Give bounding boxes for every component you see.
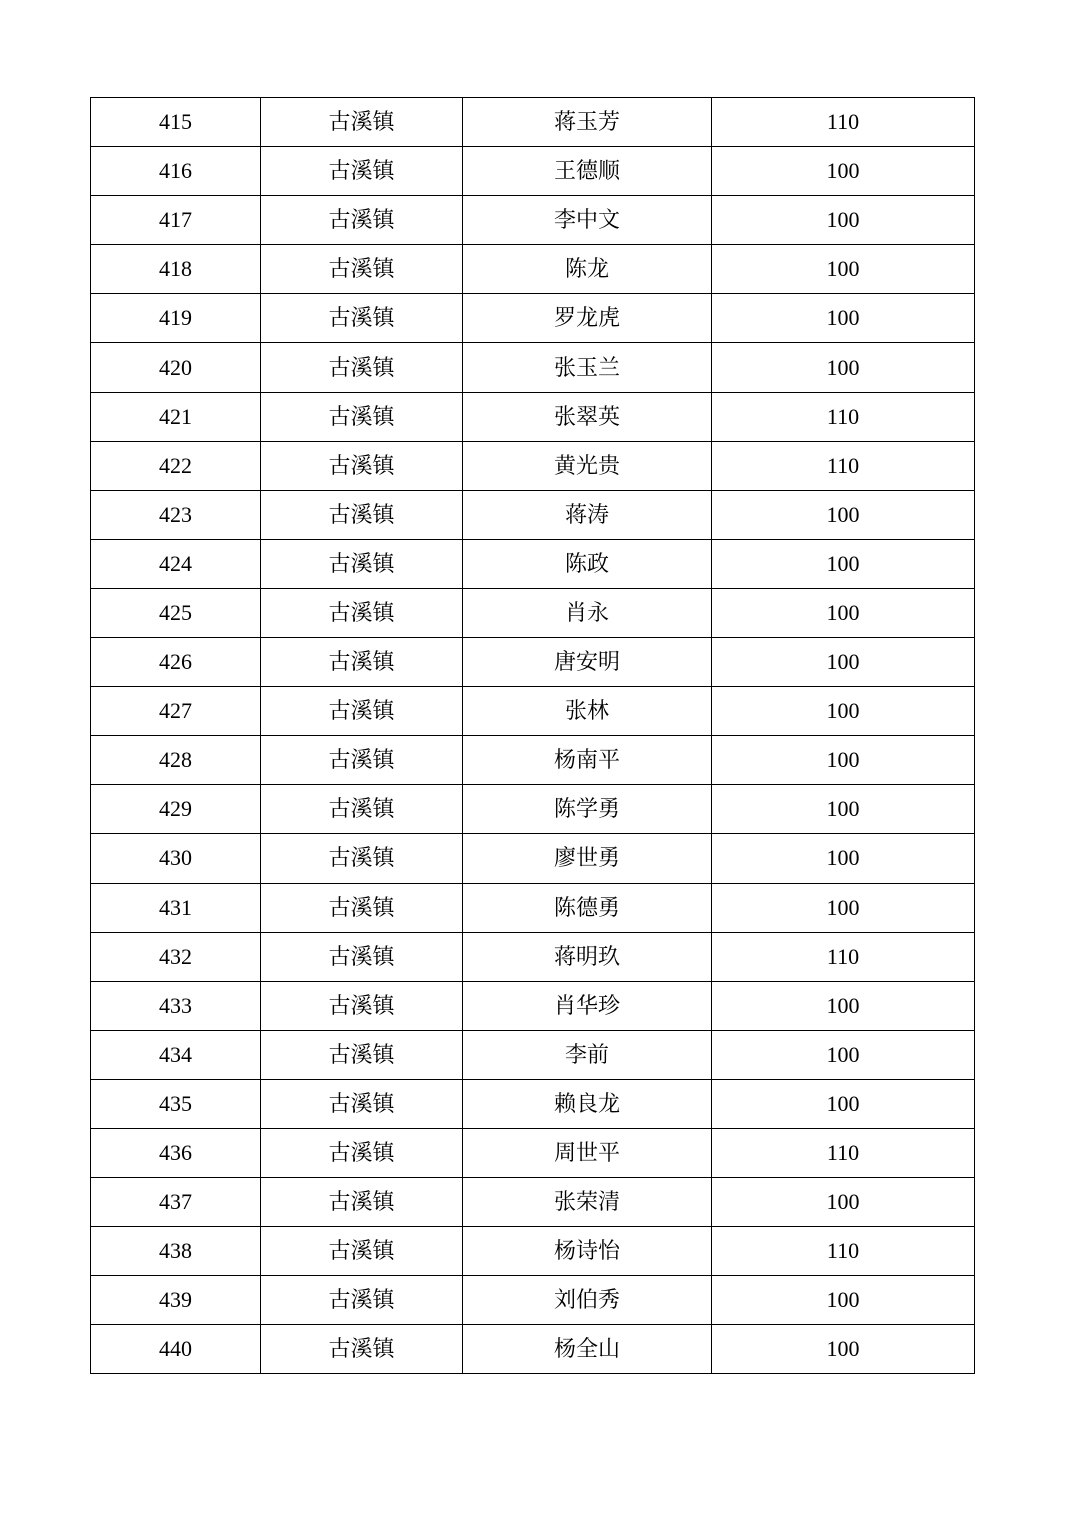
row-number-cell: 438 (91, 1227, 261, 1276)
row-number-cell: 415 (91, 98, 261, 147)
table-row (91, 539, 975, 588)
town-cell: 古溪镇 (261, 294, 463, 343)
row-number-cell: 431 (91, 883, 261, 932)
row-number-cell: 432 (91, 932, 261, 981)
table-row (91, 834, 975, 883)
row-number-cell: 423 (91, 490, 261, 539)
amount-cell: 100 (712, 245, 975, 294)
amount-cell: 110 (712, 98, 975, 147)
name-cell: 杨诗怡 (463, 1227, 712, 1276)
town-cell: 古溪镇 (261, 343, 463, 392)
roster-table (90, 97, 975, 1374)
name-cell: 肖华珍 (463, 981, 712, 1030)
name-cell: 陈学勇 (463, 785, 712, 834)
table-row (91, 343, 975, 392)
name-cell: 周世平 (463, 1128, 712, 1177)
amount-cell: 110 (712, 392, 975, 441)
amount-cell: 100 (712, 1030, 975, 1079)
row-number-cell: 430 (91, 834, 261, 883)
row-number-cell: 433 (91, 981, 261, 1030)
table-row (91, 490, 975, 539)
name-cell: 张林 (463, 687, 712, 736)
amount-cell: 100 (712, 1079, 975, 1128)
table-row (91, 196, 975, 245)
name-cell: 王德顺 (463, 147, 712, 196)
name-cell: 杨全山 (463, 1325, 712, 1374)
table-row (91, 245, 975, 294)
table-row (91, 687, 975, 736)
row-number-cell: 427 (91, 687, 261, 736)
table-row (91, 638, 975, 687)
name-cell: 陈政 (463, 539, 712, 588)
name-cell: 张翠英 (463, 392, 712, 441)
town-cell: 古溪镇 (261, 834, 463, 883)
name-cell: 赖良龙 (463, 1079, 712, 1128)
name-cell: 李中文 (463, 196, 712, 245)
row-number-cell: 435 (91, 1079, 261, 1128)
name-cell: 肖永 (463, 588, 712, 637)
name-cell: 张玉兰 (463, 343, 712, 392)
row-number-cell: 424 (91, 539, 261, 588)
town-cell: 古溪镇 (261, 1276, 463, 1325)
town-cell: 古溪镇 (261, 147, 463, 196)
town-cell: 古溪镇 (261, 1030, 463, 1079)
amount-cell: 100 (712, 1325, 975, 1374)
table-row (91, 1178, 975, 1227)
row-number-cell: 420 (91, 343, 261, 392)
amount-cell: 100 (712, 785, 975, 834)
amount-cell: 100 (712, 834, 975, 883)
town-cell: 古溪镇 (261, 883, 463, 932)
row-number-cell: 425 (91, 588, 261, 637)
table-row (91, 1128, 975, 1177)
name-cell: 李前 (463, 1030, 712, 1079)
amount-cell: 100 (712, 638, 975, 687)
name-cell: 廖世勇 (463, 834, 712, 883)
table-row (91, 441, 975, 490)
town-cell: 古溪镇 (261, 98, 463, 147)
table-row (91, 1325, 975, 1374)
row-number-cell: 437 (91, 1178, 261, 1227)
table-row (91, 588, 975, 637)
name-cell: 罗龙虎 (463, 294, 712, 343)
table-row (91, 294, 975, 343)
table-row (91, 883, 975, 932)
town-cell: 古溪镇 (261, 1128, 463, 1177)
town-cell: 古溪镇 (261, 736, 463, 785)
row-number-cell: 416 (91, 147, 261, 196)
table-row (91, 785, 975, 834)
amount-cell: 110 (712, 441, 975, 490)
town-cell: 古溪镇 (261, 196, 463, 245)
amount-cell: 100 (712, 588, 975, 637)
amount-cell: 100 (712, 539, 975, 588)
town-cell: 古溪镇 (261, 490, 463, 539)
town-cell: 古溪镇 (261, 588, 463, 637)
amount-cell: 100 (712, 196, 975, 245)
row-number-cell: 434 (91, 1030, 261, 1079)
amount-cell: 100 (712, 147, 975, 196)
table-row (91, 1030, 975, 1079)
amount-cell: 100 (712, 736, 975, 785)
town-cell: 古溪镇 (261, 539, 463, 588)
name-cell: 蒋涛 (463, 490, 712, 539)
amount-cell: 100 (712, 883, 975, 932)
name-cell: 刘伯秀 (463, 1276, 712, 1325)
town-cell: 古溪镇 (261, 392, 463, 441)
table-row (91, 98, 975, 147)
town-cell: 古溪镇 (261, 1325, 463, 1374)
name-cell: 蒋明玖 (463, 932, 712, 981)
name-cell: 蒋玉芳 (463, 98, 712, 147)
table-row (91, 981, 975, 1030)
table-row (91, 1227, 975, 1276)
row-number-cell: 417 (91, 196, 261, 245)
amount-cell: 100 (712, 981, 975, 1030)
amount-cell: 110 (712, 932, 975, 981)
row-number-cell: 421 (91, 392, 261, 441)
amount-cell: 100 (712, 1178, 975, 1227)
table-row (91, 147, 975, 196)
amount-cell: 100 (712, 294, 975, 343)
town-cell: 古溪镇 (261, 1079, 463, 1128)
town-cell: 古溪镇 (261, 441, 463, 490)
name-cell: 陈龙 (463, 245, 712, 294)
amount-cell: 100 (712, 343, 975, 392)
town-cell: 古溪镇 (261, 245, 463, 294)
name-cell: 唐安明 (463, 638, 712, 687)
town-cell: 古溪镇 (261, 932, 463, 981)
town-cell: 古溪镇 (261, 1178, 463, 1227)
roster-table-body (91, 98, 975, 1374)
town-cell: 古溪镇 (261, 638, 463, 687)
table-row (91, 392, 975, 441)
table-row (91, 932, 975, 981)
amount-cell: 100 (712, 687, 975, 736)
name-cell: 张荣清 (463, 1178, 712, 1227)
row-number-cell: 426 (91, 638, 261, 687)
row-number-cell: 418 (91, 245, 261, 294)
town-cell: 古溪镇 (261, 981, 463, 1030)
table-row (91, 736, 975, 785)
amount-cell: 110 (712, 1227, 975, 1276)
name-cell: 黄光贵 (463, 441, 712, 490)
table-row (91, 1276, 975, 1325)
amount-cell: 100 (712, 490, 975, 539)
town-cell: 古溪镇 (261, 687, 463, 736)
name-cell: 陈德勇 (463, 883, 712, 932)
row-number-cell: 436 (91, 1128, 261, 1177)
row-number-cell: 428 (91, 736, 261, 785)
amount-cell: 100 (712, 1276, 975, 1325)
town-cell: 古溪镇 (261, 1227, 463, 1276)
town-cell: 古溪镇 (261, 785, 463, 834)
name-cell: 杨南平 (463, 736, 712, 785)
row-number-cell: 422 (91, 441, 261, 490)
row-number-cell: 439 (91, 1276, 261, 1325)
table-row (91, 1079, 975, 1128)
row-number-cell: 419 (91, 294, 261, 343)
row-number-cell: 440 (91, 1325, 261, 1374)
amount-cell: 110 (712, 1128, 975, 1177)
row-number-cell: 429 (91, 785, 261, 834)
